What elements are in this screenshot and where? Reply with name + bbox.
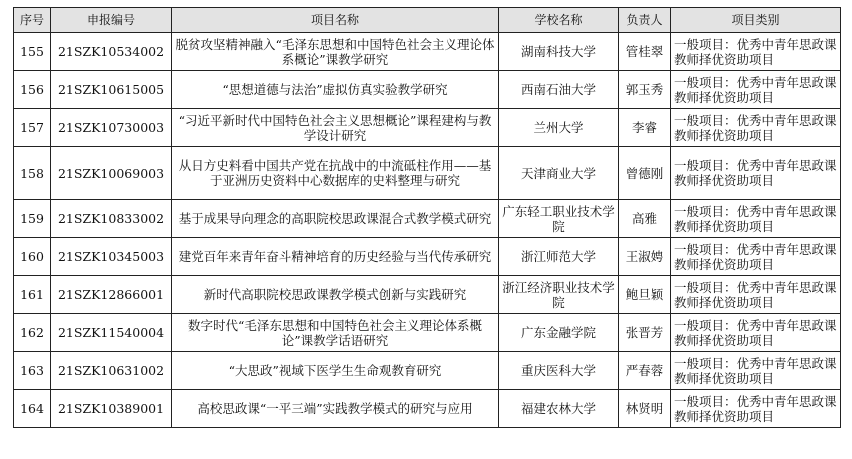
cell-school: 湖南科技大学 <box>499 33 619 71</box>
table-row <box>14 314 841 352</box>
cell-person: 张晋芳 <box>619 314 671 352</box>
cell-no: 164 <box>14 390 51 428</box>
cell-no: 158 <box>14 147 51 200</box>
cell-code: 21SZK10345003 <box>51 238 172 276</box>
cell-code: 21SZK10631002 <box>51 352 172 390</box>
cell-code: 21SZK12866001 <box>51 276 172 314</box>
cell-category: 一般项目：优秀中青年思政课教师择优资助项目 <box>671 276 841 314</box>
cell-name: 新时代高职院校思政课教学模式创新与实践研究 <box>172 276 499 314</box>
cell-person: 高雅 <box>619 200 671 238</box>
cell-person: 李睿 <box>619 109 671 147</box>
cell-name: 从日方史料看中国共产党在抗战中的中流砥柱作用——基于亚洲历史资料中心数据库的史料整理与研究 <box>172 147 499 200</box>
cell-code: 21SZK10833002 <box>51 200 172 238</box>
cell-school: 福建农林大学 <box>499 390 619 428</box>
cell-code: 21SZK11540004 <box>51 314 172 352</box>
cell-code: 21SZK10389001 <box>51 390 172 428</box>
cell-name: “大思政”视域下医学生生命观教育研究 <box>172 352 499 390</box>
cell-category: 一般项目：优秀中青年思政课教师择优资助项目 <box>671 390 841 428</box>
cell-school: 西南石油大学 <box>499 71 619 109</box>
table-row <box>14 200 841 238</box>
cell-school: 天津商业大学 <box>499 147 619 200</box>
project-table <box>13 7 841 428</box>
cell-code: 21SZK10534002 <box>51 33 172 71</box>
cell-name: 建党百年来青年奋斗精神培育的历史经验与当代传承研究 <box>172 238 499 276</box>
cell-person: 王淑娉 <box>619 238 671 276</box>
cell-category: 一般项目：优秀中青年思政课教师择优资助项目 <box>671 314 841 352</box>
cell-school: 浙江经济职业技术学院 <box>499 276 619 314</box>
cell-no: 162 <box>14 314 51 352</box>
cell-school: 广东金融学院 <box>499 314 619 352</box>
cell-no: 155 <box>14 33 51 71</box>
cell-name: 高校思政课“一平三端”实践教学模式的研究与应用 <box>172 390 499 428</box>
cell-category: 一般项目：优秀中青年思政课教师择优资助项目 <box>671 109 841 147</box>
header-category: 项目类别 <box>671 8 841 33</box>
table-row <box>14 71 841 109</box>
table-row <box>14 109 841 147</box>
cell-person: 鲍旦颖 <box>619 276 671 314</box>
header-no: 序号 <box>14 8 51 33</box>
cell-name: 数字时代“毛泽东思想和中国特色社会主义理论体系概论”课教学话语研究 <box>172 314 499 352</box>
cell-name: 基于成果导向理念的高职院校思政课混合式教学模式研究 <box>172 200 499 238</box>
cell-name: 脱贫攻坚精神融入“毛泽东思想和中国特色社会主义理论体系概论”课教学研究 <box>172 33 499 71</box>
cell-no: 156 <box>14 71 51 109</box>
cell-code: 21SZK10730003 <box>51 109 172 147</box>
cell-no: 157 <box>14 109 51 147</box>
header-code: 申报编号 <box>51 8 172 33</box>
cell-school: 兰州大学 <box>499 109 619 147</box>
cell-name: “习近平新时代中国特色社会主义思想概论”课程建构与教学设计研究 <box>172 109 499 147</box>
cell-no: 161 <box>14 276 51 314</box>
cell-category: 一般项目：优秀中青年思政课教师择优资助项目 <box>671 200 841 238</box>
cell-code: 21SZK10615005 <box>51 71 172 109</box>
cell-name: “思想道德与法治”虚拟仿真实验教学研究 <box>172 71 499 109</box>
cell-no: 163 <box>14 352 51 390</box>
header-person: 负责人 <box>619 8 671 33</box>
table-row <box>14 390 841 428</box>
table-row <box>14 147 841 200</box>
table-row <box>14 33 841 71</box>
cell-category: 一般项目：优秀中青年思政课教师择优资助项目 <box>671 33 841 71</box>
cell-no: 160 <box>14 238 51 276</box>
header-name: 项目名称 <box>172 8 499 33</box>
cell-category: 一般项目：优秀中青年思政课教师择优资助项目 <box>671 352 841 390</box>
cell-category: 一般项目：优秀中青年思政课教师择优资助项目 <box>671 238 841 276</box>
cell-code: 21SZK10069003 <box>51 147 172 200</box>
cell-no: 159 <box>14 200 51 238</box>
cell-person: 管桂翠 <box>619 33 671 71</box>
cell-person: 郭玉秀 <box>619 71 671 109</box>
cell-category: 一般项目：优秀中青年思政课教师择优资助项目 <box>671 147 841 200</box>
table-header-row <box>14 8 841 33</box>
table-row <box>14 352 841 390</box>
table-row <box>14 276 841 314</box>
cell-school: 浙江师范大学 <box>499 238 619 276</box>
header-school: 学校名称 <box>499 8 619 33</box>
cell-person: 严春蓉 <box>619 352 671 390</box>
cell-category: 一般项目：优秀中青年思政课教师择优资助项目 <box>671 71 841 109</box>
cell-person: 林贤明 <box>619 390 671 428</box>
table-row <box>14 238 841 276</box>
cell-school: 重庆医科大学 <box>499 352 619 390</box>
cell-school: 广东轻工职业技术学院 <box>499 200 619 238</box>
cell-person: 曾德刚 <box>619 147 671 200</box>
